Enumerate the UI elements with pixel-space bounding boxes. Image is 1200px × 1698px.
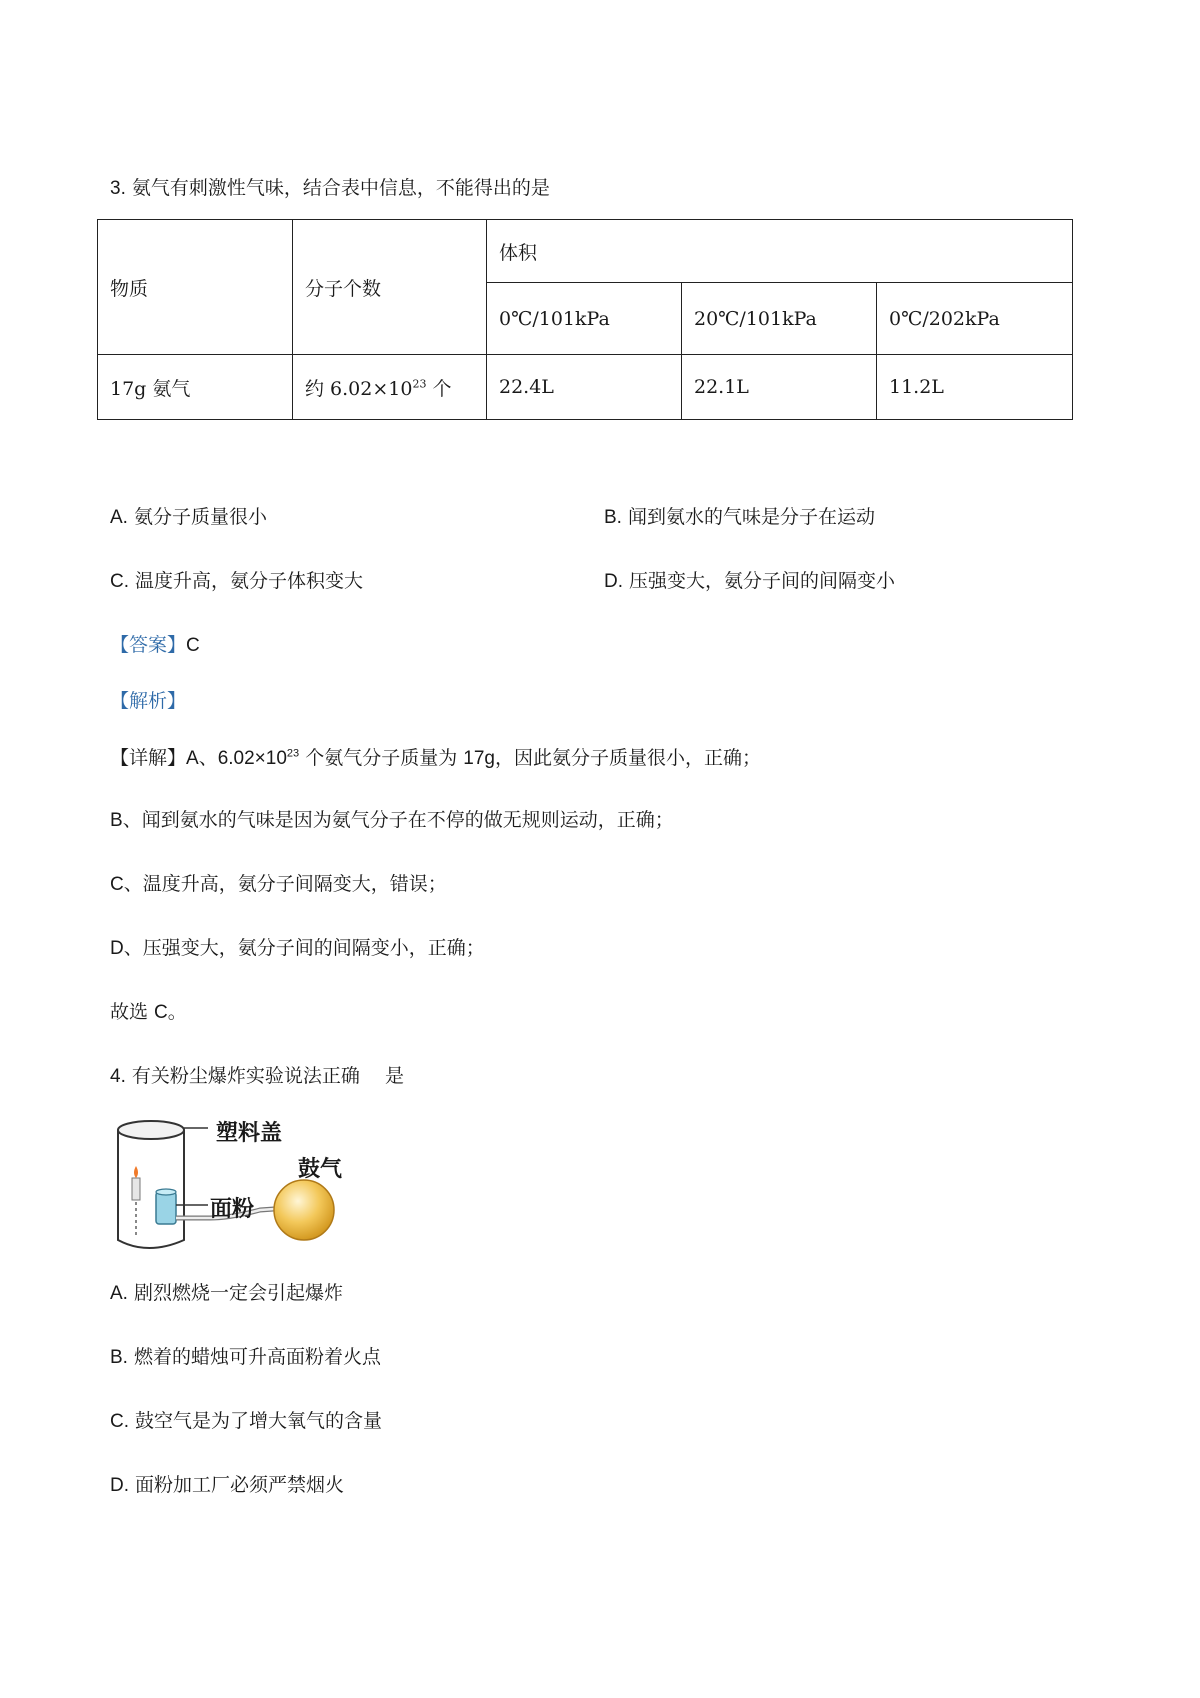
- candle-flame: [134, 1166, 138, 1178]
- label-blow-air: 鼓气: [298, 1157, 343, 1182]
- option-text: 压强变大，氨分子间的间隔变小: [629, 570, 896, 592]
- table-cell-molecules: [293, 355, 487, 420]
- q4-stem: [110, 1063, 404, 1090]
- q3-answer: [110, 632, 200, 659]
- table-header-condition-2: 20℃/101kPa: [682, 283, 877, 355]
- q3-stem-text: 氨气有刺激性气味，结合表中信息，不能得出的是: [131, 177, 550, 199]
- q4-number: 4.: [110, 1066, 126, 1087]
- molecule-count-exponent: 23: [412, 377, 427, 391]
- table-header-substance: 物质: [98, 220, 293, 355]
- detail-line-b: [110, 807, 674, 834]
- q3-option-a: [110, 504, 267, 531]
- detail-a-mass: 17g: [463, 748, 495, 769]
- conclusion-text: 故选: [110, 1001, 155, 1023]
- q4-option-a: [110, 1280, 343, 1307]
- label-flour: 面粉: [210, 1197, 255, 1222]
- table-cell-volume-2: 22.1L: [682, 355, 877, 420]
- detail-a-prefix: A、6.02×10: [186, 748, 287, 769]
- molecule-count-suffix: 个: [426, 377, 452, 400]
- table-cell-volume-1: 22.4L: [487, 355, 682, 420]
- option-text: 剧烈燃烧一定会引起爆炸: [134, 1282, 344, 1304]
- analysis-tag: 【解析】: [110, 690, 187, 712]
- conclusion-choice: C: [154, 1002, 168, 1023]
- table-header-condition-1: 0℃/101kPa: [487, 283, 682, 355]
- option-label: A.: [110, 507, 128, 528]
- detail-d-text: 、压强变大，氨分子间的间隔变小，正确；: [123, 937, 485, 959]
- flour-container-top: [156, 1189, 176, 1195]
- answer-value: C: [186, 635, 200, 656]
- detail-line-a: [110, 745, 761, 772]
- option-label: A.: [110, 1283, 128, 1304]
- dust-explosion-apparatus: [110, 1110, 370, 1265]
- answer-tag: 【答案】: [110, 634, 187, 656]
- table-cell-substance: 17g 氨气: [98, 355, 293, 420]
- detail-c-label: C: [110, 874, 124, 895]
- q3-number: 3.: [110, 178, 126, 199]
- candle: [132, 1178, 140, 1200]
- q3-option-c: [110, 568, 363, 595]
- detail-a-text1: 个氨气分子质量为: [299, 747, 464, 769]
- option-label: D.: [110, 1475, 129, 1496]
- option-label: C.: [110, 571, 129, 592]
- detail-line-d: [110, 935, 485, 962]
- detail-line-c: [110, 871, 447, 898]
- molecule-count-prefix: 约 6.02×10: [305, 377, 413, 400]
- option-label: C.: [110, 1411, 129, 1432]
- table-header-volume: 体积: [487, 220, 1073, 283]
- table-row: [98, 355, 1073, 420]
- option-text: 鼓空气是为了增大氧气的含量: [135, 1410, 383, 1432]
- detail-a-text2: ，因此氨分子质量很小，正确；: [494, 747, 761, 769]
- option-text: 闻到氨水的气味是分子在运动: [628, 506, 876, 528]
- detail-c-text: 、温度升高，氨分子间隔变大，错误；: [123, 873, 447, 895]
- q4-option-c: [110, 1408, 382, 1435]
- option-text: 面粉加工厂必须严禁烟火: [135, 1474, 345, 1496]
- q3-stem: [110, 175, 550, 202]
- option-text: 燃着的蜡烛可升高面粉着火点: [134, 1346, 382, 1368]
- plastic-lid: [118, 1121, 184, 1139]
- cylinder-body: [118, 1130, 184, 1248]
- option-text: 温度升高，氨分子体积变大: [135, 570, 364, 592]
- table-header-condition-3: 0℃/202kPa: [877, 283, 1073, 355]
- table-header-molecules: 分子个数: [293, 220, 487, 355]
- table-cell-volume-3: 11.2L: [877, 355, 1073, 420]
- detail-b-label: B: [110, 810, 123, 831]
- detail-b-text: 、闻到氨水的气味是因为氨气分子在不停的做无规则运动，正确；: [122, 809, 674, 831]
- air-bulb: [274, 1180, 334, 1240]
- detail-tag: 【详解】: [110, 747, 187, 769]
- q3-option-b: [604, 504, 875, 531]
- q3-option-d: [604, 568, 895, 595]
- q4-option-d: [110, 1472, 344, 1499]
- conclusion-end: 。: [167, 1001, 187, 1023]
- label-plastic-lid: 塑料盖: [216, 1121, 283, 1146]
- conclusion: [110, 999, 187, 1026]
- detail-d-label: D: [110, 938, 124, 959]
- flour-container: [156, 1192, 176, 1224]
- q3-table: [97, 219, 1073, 420]
- detail-a-exponent: 23: [286, 747, 300, 760]
- option-text: 氨分子质量很小: [134, 506, 268, 528]
- q4-option-b: [110, 1344, 381, 1371]
- option-label: B.: [110, 1347, 128, 1368]
- option-label: D.: [604, 571, 623, 592]
- option-label: B.: [604, 507, 622, 528]
- q4-stem-text: 有关粉尘爆炸实验说法正确 是: [131, 1065, 404, 1087]
